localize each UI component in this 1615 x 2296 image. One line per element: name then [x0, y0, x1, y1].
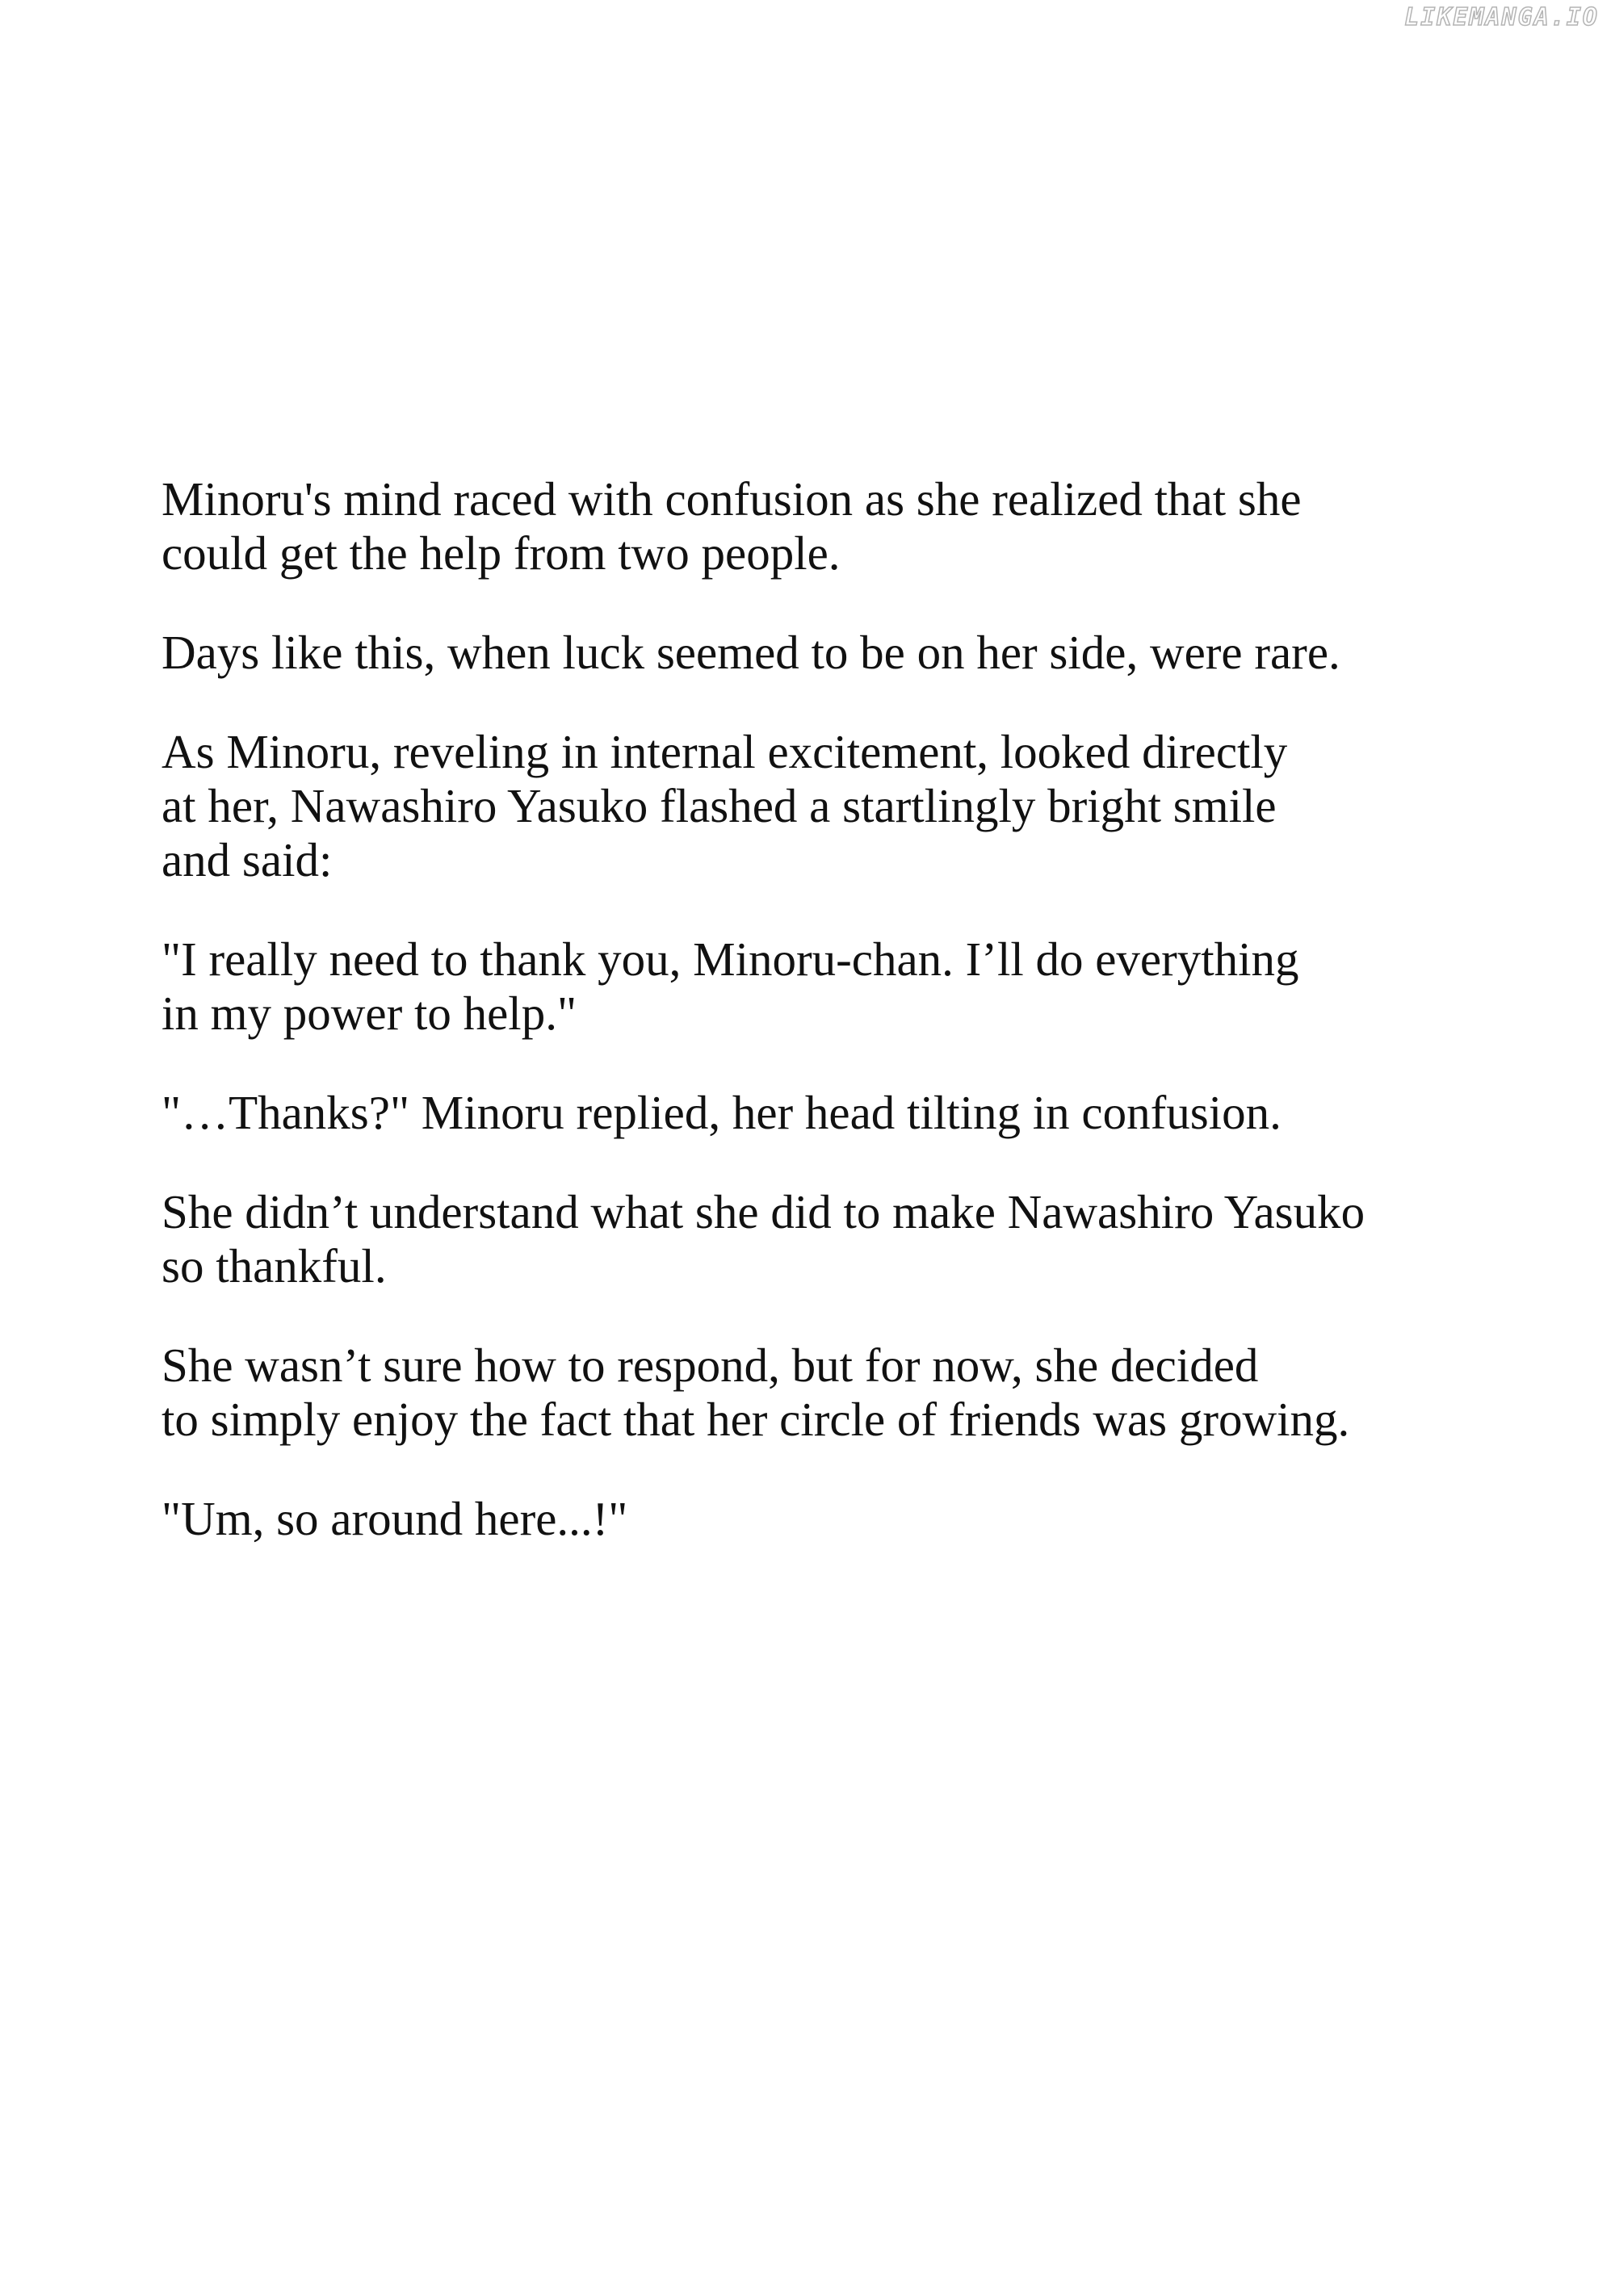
- site-watermark: LIKEMANGA.IO: [1404, 3, 1599, 31]
- text-line: "Um, so around here...!": [162, 1492, 628, 1545]
- paragraph: [162, 1492, 1534, 1546]
- text-line: to simply enjoy the fact that her circle of friends was growing.: [162, 1393, 1350, 1446]
- paragraph: [162, 1339, 1534, 1447]
- text-line: Days like this, when luck seemed to be on her side, were rare.: [162, 626, 1340, 679]
- text-line: at her, Nawashiro Yasuko flashed a startlingly bright smile: [162, 779, 1277, 832]
- paragraph: [162, 472, 1534, 580]
- text-line: She didn’t understand what she did to make Nawashiro Yasuko: [162, 1185, 1365, 1238]
- paragraph: [162, 1185, 1534, 1293]
- text-line: She wasn’t sure how to respond, but for now, she decided: [162, 1339, 1259, 1392]
- text-line: Minoru's mind raced with confusion as she realized that she: [162, 472, 1302, 526]
- text-line: and said:: [162, 833, 333, 886]
- text-line: could get the help from two people.: [162, 526, 841, 580]
- paragraph: [162, 626, 1534, 680]
- paragraph: [162, 725, 1534, 887]
- story-text: [162, 472, 1534, 1591]
- paragraph: [162, 932, 1534, 1041]
- text-line: "…Thanks?" Minoru replied, her head tilting in confusion.: [162, 1086, 1282, 1139]
- text-line: in my power to help.": [162, 987, 577, 1040]
- paragraph: [162, 1086, 1534, 1140]
- text-line: As Minoru, reveling in internal excitement, looked directly: [162, 725, 1288, 778]
- text-line: so thankful.: [162, 1239, 387, 1293]
- text-line: "I really need to thank you, Minoru-chan. I’ll do everything: [162, 932, 1299, 986]
